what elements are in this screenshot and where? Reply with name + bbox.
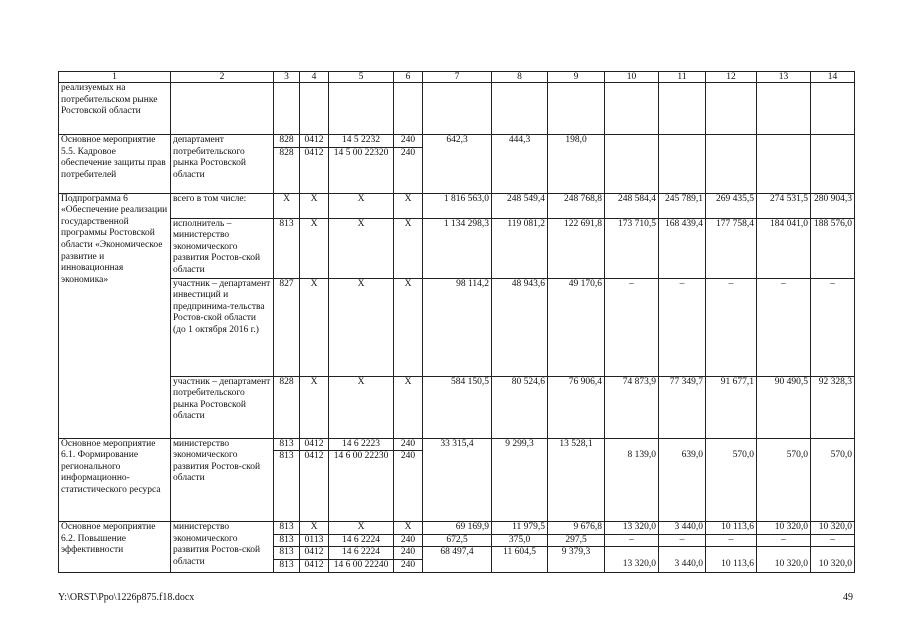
- table-cell: [706, 438, 757, 522]
- table-cell: –: [811, 278, 855, 376]
- table-cell: [492, 438, 548, 522]
- table-cell: 10 320,0: [757, 522, 811, 535]
- table-row: [59, 218, 855, 278]
- table-cell: 1 816 563,0: [423, 193, 492, 218]
- table-cell: 584 150,5: [423, 376, 492, 438]
- table-cell: [811, 135, 855, 194]
- table-cell: 813: [274, 451, 300, 522]
- table-cell: 10 113,6: [706, 522, 757, 535]
- table-cell: 188 576,0: [811, 218, 855, 278]
- table-cell: [706, 135, 757, 194]
- cell-line: 10 113,6: [721, 558, 754, 569]
- table-cell: 76 906,4: [548, 376, 605, 438]
- table-cell: X: [300, 522, 329, 535]
- table-cell: 80 524,6: [492, 376, 548, 438]
- table-cell: X: [394, 376, 423, 438]
- table-cell: [659, 547, 706, 572]
- executor-cell: исполнитель – министерство экономического развития Ростов-ской области: [171, 218, 274, 278]
- table-cell: 119 081,2: [492, 218, 548, 278]
- file-path-footer: Y:\ORST\Ppo\1226p875.f18.docx: [58, 592, 195, 603]
- table-cell: –: [605, 278, 659, 376]
- table-cell: 14 6 2224: [329, 534, 394, 547]
- table-cell: 245 789,1: [659, 193, 706, 218]
- table-cell: X: [329, 193, 394, 218]
- row-label: Основное мероприятие 5.5. Кадровое обеспечение защиты прав потребителей: [59, 135, 171, 194]
- table-cell: [329, 83, 394, 135]
- column-header: 12: [706, 72, 757, 83]
- cell-line: 11 604,5: [503, 547, 536, 558]
- table-cell: X: [300, 278, 329, 376]
- executor-cell: участник – департамент инвестиций и предпринима-тельства Ростов-ской области (до 1 октября 2016 г.): [171, 278, 274, 376]
- table-cell: X: [394, 218, 423, 278]
- table-cell: 813: [274, 534, 300, 547]
- table-cell: 14 5 2232: [329, 135, 394, 148]
- table-cell: 0412: [300, 147, 329, 193]
- row-label: Подпрограмма 6 «Обеспечение реализации государственной программы Ростовской области «Экономическое развитие и инновационная экономика»: [59, 193, 171, 438]
- table-cell: 240: [394, 547, 423, 560]
- column-header: 2: [171, 72, 274, 83]
- table-cell: [811, 83, 855, 135]
- table-cell: 828: [274, 147, 300, 193]
- table-cell: [548, 547, 605, 572]
- table-cell: [659, 438, 706, 522]
- table-cell: [757, 438, 811, 522]
- table-cell: [659, 83, 706, 135]
- cell-line: 13 320,0: [622, 558, 656, 569]
- table-cell: X: [329, 376, 394, 438]
- column-header: 10: [605, 72, 659, 83]
- table-cell: [492, 83, 548, 135]
- table-cell: [811, 547, 855, 572]
- cell-line: 639,0: [681, 450, 703, 461]
- table-cell: 90 490,5: [757, 376, 811, 438]
- table-row: [59, 522, 855, 535]
- table-cell: 813: [274, 547, 300, 560]
- table-cell: –: [659, 278, 706, 376]
- table-cell: 280 904,3: [811, 193, 855, 218]
- executor-cell: департамент потребительского рынка Ростовской области: [171, 135, 274, 194]
- cell-line: [812, 547, 852, 559]
- table-cell: 444,3: [492, 135, 548, 194]
- table-cell: 240: [394, 147, 423, 193]
- column-header: 6: [394, 72, 423, 83]
- table-cell: 813: [274, 559, 300, 572]
- table-cell: [757, 547, 811, 572]
- table-cell: 240: [394, 451, 423, 522]
- table-row: [59, 193, 855, 218]
- row-label: Основное мероприятие 6.2. Повышение эффективности: [59, 522, 171, 572]
- table-cell: –: [605, 534, 659, 547]
- table-row: [59, 438, 855, 451]
- table-cell: 49 170,6: [548, 278, 605, 376]
- table-cell: 642,3: [423, 135, 492, 194]
- table-cell: 11 979,5: [492, 522, 548, 535]
- table-cell: 14 6 00 22230: [329, 451, 394, 522]
- table-cell: 240: [394, 135, 423, 148]
- table-row: [59, 83, 855, 135]
- table-cell: X: [300, 376, 329, 438]
- table-cell: X: [394, 522, 423, 535]
- table-cell: [605, 83, 659, 135]
- cell-line: [707, 439, 754, 451]
- table-cell: 375,0: [492, 534, 548, 547]
- column-header: 4: [300, 72, 329, 83]
- table-cell: 0412: [300, 438, 329, 451]
- column-header: 14: [811, 72, 855, 83]
- table-cell: 274 531,5: [757, 193, 811, 218]
- page-number: 49: [843, 592, 853, 603]
- column-header: 8: [492, 72, 548, 83]
- cell-line: 9 379,3: [561, 547, 591, 558]
- table-cell: [605, 547, 659, 572]
- cell-line: 570,0: [830, 450, 852, 461]
- column-header: 7: [423, 72, 492, 83]
- cell-line: [606, 439, 656, 451]
- table-cell: 168 439,4: [659, 218, 706, 278]
- table-cell: 198,0: [548, 135, 605, 194]
- table-cell: 10 320,0: [811, 522, 855, 535]
- table-cell: [423, 547, 492, 572]
- table-cell: [171, 83, 274, 135]
- table-cell: 9 676,8: [548, 522, 605, 535]
- table-cell: 0412: [300, 135, 329, 148]
- table-cell: X: [329, 218, 394, 278]
- table-cell: 827: [274, 278, 300, 376]
- cell-line: 8 139,0: [627, 450, 656, 461]
- cell-line: 10 320,0: [818, 558, 852, 569]
- table-cell: 14 5 00 22320: [329, 147, 394, 193]
- table-cell: –: [811, 534, 855, 547]
- executor-cell: участник – департамент потребительского рынка Ростовской области: [171, 376, 274, 438]
- table-cell: 248 768,8: [548, 193, 605, 218]
- table-cell: –: [757, 534, 811, 547]
- table-cell: 813: [274, 218, 300, 278]
- table-cell: 0412: [300, 451, 329, 522]
- table-cell: –: [706, 278, 757, 376]
- table-cell: 0412: [300, 559, 329, 572]
- cell-line: 570,0: [732, 450, 754, 461]
- table-cell: 0113: [300, 534, 329, 547]
- cell-line: 9 299,3: [505, 438, 534, 449]
- table-cell: 173 710,5: [605, 218, 659, 278]
- table-cell: 77 349,7: [659, 376, 706, 438]
- table-cell: 69 169,9: [423, 522, 492, 535]
- table-cell: [394, 83, 423, 135]
- table-cell: 240: [394, 559, 423, 572]
- executor-cell: всего в том числе:: [171, 193, 274, 218]
- table-cell: X: [394, 193, 423, 218]
- table-cell: 1 134 298,3: [423, 218, 492, 278]
- table-cell: [274, 83, 300, 135]
- table-row: [59, 278, 855, 376]
- table-cell: 92 328,3: [811, 376, 855, 438]
- table-cell: 672,5: [423, 534, 492, 547]
- table-cell: 74 873,9: [605, 376, 659, 438]
- table-cell: –: [757, 278, 811, 376]
- table-cell: 91 677,1: [706, 376, 757, 438]
- column-header: 1: [59, 72, 171, 83]
- table-cell: 248 549,4: [492, 193, 548, 218]
- table-cell: 297,5: [548, 534, 605, 547]
- table-cell: [706, 83, 757, 135]
- table-cell: –: [706, 534, 757, 547]
- table-cell: [659, 135, 706, 194]
- table-cell: [757, 83, 811, 135]
- column-header: 13: [757, 72, 811, 83]
- table-cell: [492, 547, 548, 572]
- column-header: 5: [329, 72, 394, 83]
- table-cell: 828: [274, 376, 300, 438]
- table-cell: 14 6 2224: [329, 547, 394, 560]
- column-header: 11: [659, 72, 706, 83]
- table-cell: X: [300, 218, 329, 278]
- table-cell: X: [329, 278, 394, 376]
- table-cell: [300, 83, 329, 135]
- table-cell: 122 691,8: [548, 218, 605, 278]
- column-header: 3: [274, 72, 300, 83]
- table-cell: 98 114,2: [423, 278, 492, 376]
- data-table: [58, 71, 855, 573]
- table-cell: [548, 438, 605, 522]
- table-header-row: [59, 72, 855, 83]
- table-cell: 248 584,4: [605, 193, 659, 218]
- cell-line: 13 528,1: [559, 438, 593, 449]
- cell-line: 570,0: [786, 450, 808, 461]
- table-cell: 240: [394, 438, 423, 451]
- cell-line: [606, 547, 656, 559]
- table-cell: X: [329, 522, 394, 535]
- table-cell: X: [394, 278, 423, 376]
- table-cell: 14 6 00 22240: [329, 559, 394, 572]
- table-cell: 13 320,0: [605, 522, 659, 535]
- cell-line: [812, 439, 852, 451]
- table-cell: [548, 83, 605, 135]
- table-cell: [423, 438, 492, 522]
- table-cell: 828: [274, 135, 300, 148]
- table-cell: [605, 438, 659, 522]
- cell-line: 68 497,4: [440, 547, 474, 558]
- table-cell: [706, 547, 757, 572]
- table-row: [59, 376, 855, 438]
- table-cell: 813: [274, 438, 300, 451]
- cell-line: [758, 439, 808, 451]
- executor-cell: министерство экономического развития Ростов-ской области: [171, 522, 274, 572]
- cell-line: 10 320,0: [774, 558, 808, 569]
- cell-line: 3 440,0: [674, 558, 703, 569]
- table-cell: 177 758,4: [706, 218, 757, 278]
- table-cell: 813: [274, 522, 300, 535]
- table-row: [59, 135, 855, 148]
- table-cell: [757, 135, 811, 194]
- table-cell: [423, 83, 492, 135]
- table-cell: 3 440,0: [659, 522, 706, 535]
- table-cell: X: [300, 193, 329, 218]
- table-cell: [605, 135, 659, 194]
- table-cell: 269 435,5: [706, 193, 757, 218]
- table-cell: 48 943,6: [492, 278, 548, 376]
- table-cell: X: [274, 193, 300, 218]
- cell-line: [707, 547, 754, 559]
- table-cell: 0412: [300, 547, 329, 560]
- row-label: реализуемых на потребительском рынке Ростовской области: [59, 83, 171, 135]
- table-cell: 240: [394, 534, 423, 547]
- table-cell: –: [659, 534, 706, 547]
- executor-cell: министерство экономического развития Ростов-ской области: [171, 438, 274, 522]
- table-cell: 14 6 2223: [329, 438, 394, 451]
- table-cell: 184 041,0: [757, 218, 811, 278]
- cell-line: 33 315,4: [440, 438, 474, 449]
- column-header: 9: [548, 72, 605, 83]
- cell-line: [758, 547, 808, 559]
- cell-line: [660, 439, 703, 451]
- cell-line: [660, 547, 703, 559]
- row-label: Основное мероприятие 6.1. Формирование регионального информационно-статистического ресурса: [59, 438, 171, 522]
- table-cell: [811, 438, 855, 522]
